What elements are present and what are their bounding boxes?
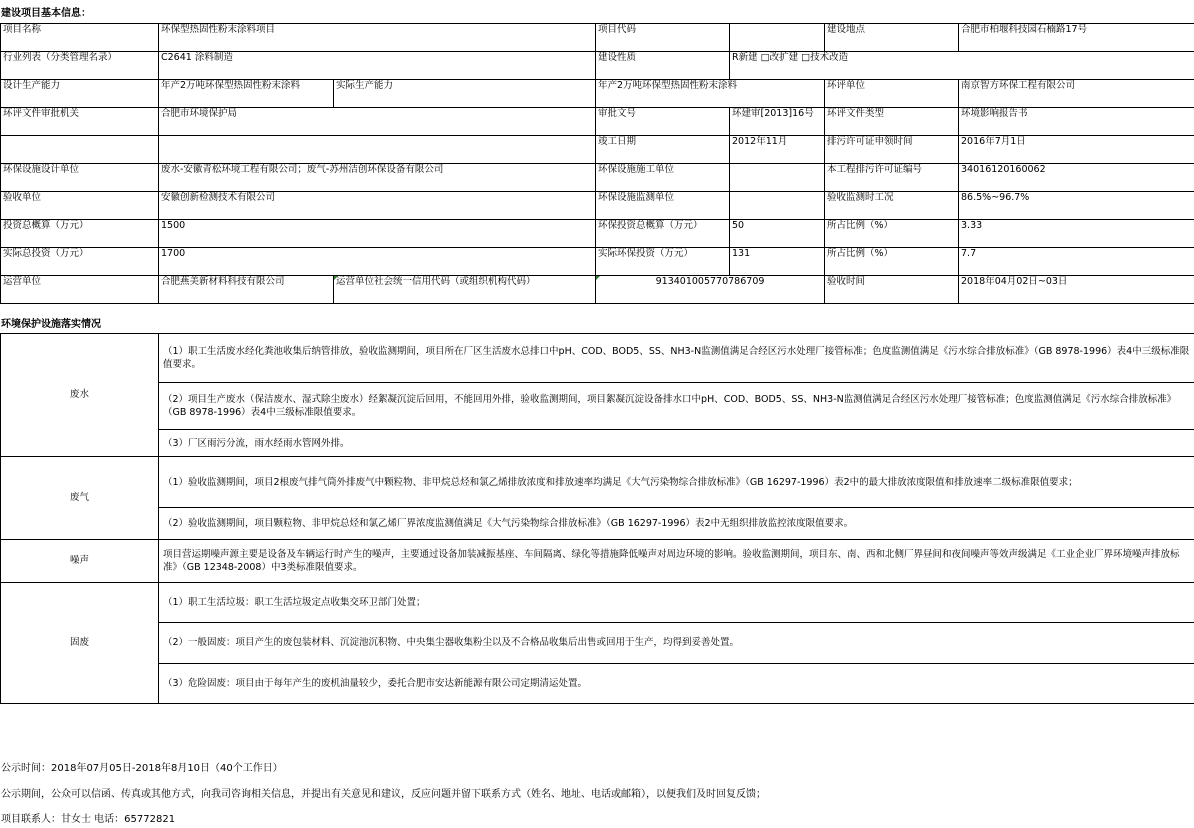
- wastewater-item-1: （1）职工生活废水经化粪池收集后纳管排放，验收监测期间，项目所在厂区生活废水总排口中pH、COD、BOD5、SS、NH3-N监测值满足合经区污水处理厂接管标准；色度监测值满足《污水综合排放标准》（GB 8978-1996）表4中三级标准限值要求。: [159, 334, 1194, 383]
- wastewater-item-3: （3）厂区雨污分流，雨水经雨水管网外排。: [163, 437, 350, 449]
- basic-info-cell: 环境影响报告书: [959, 108, 1194, 136]
- basic-info-cell: 合肥市环境保护局: [159, 108, 596, 136]
- basic-info-cell: 本工程排污许可证编号: [825, 164, 959, 192]
- basic-info-row: [1, 108, 1194, 136]
- exhaust-item-1: （1）验收监测期间，项目2根废气排气筒外排废气中颗粒物、非甲烷总烃和氯乙烯排放浓度和排放速率均满足《大气污染物综合排放标准》（GB 16297-1996）表2中的最大排放浓度限值和排放速率二级标准限值要求；: [159, 457, 1194, 508]
- basic-info-cell: 实际总投资（万元）: [1, 248, 159, 276]
- basic-info-cell: 86.5%~96.7%: [959, 192, 1194, 220]
- basic-info-cell: 投资总概算（万元）: [1, 220, 159, 248]
- solid-waste-label: 固废: [1, 583, 159, 704]
- basic-info-cell: 合肥市柏堰科技园石楠路17号: [959, 24, 1194, 52]
- basic-info-cell: 行业列表（分类管理名录）: [1, 52, 159, 80]
- basic-info-cell: 验收监测时工况: [825, 192, 959, 220]
- basic-info-cell: 设计生产能力: [1, 80, 159, 108]
- basic-info-table: [0, 23, 1194, 304]
- basic-info-cell: 运营单位社会统一信用代码（或组织机构代码）: [334, 276, 596, 304]
- basic-info-cell: 验收单位: [1, 192, 159, 220]
- basic-info-cell: C2641 涂料制造: [159, 52, 596, 80]
- basic-info-cell: 34016120160062: [959, 164, 1194, 192]
- wastewater-item-2: （2）项目生产废水（保洁废水、湿式除尘废水）经絮凝沉淀后回用，不能回用外排，验收监测期间，项目絮凝沉淀设备排水口中pH、COD、BOD5、SS、NH3-N监测值满足合经区污水处理厂接管标准；色度监测值满足《污水综合排放标准》（GB 8978-1996）表4中三级标准限值要求。: [159, 383, 1194, 430]
- noise-row: [1, 540, 1194, 583]
- basic-info-cell: 验收时间: [825, 276, 959, 304]
- basic-info-row: [1, 220, 1194, 248]
- wastewater-label: 废水: [1, 334, 159, 457]
- basic-info-cell: [730, 24, 825, 52]
- basic-info-row: [1, 276, 1194, 304]
- basic-info-cell: 环保投资总概算（万元）: [596, 220, 730, 248]
- basic-info-cell: 50: [730, 220, 825, 248]
- wastewater-row: [1, 334, 1194, 457]
- noise-label: 噪声: [1, 540, 159, 583]
- basic-info-cell: 环保设施设计单位: [1, 164, 159, 192]
- basic-info-cell: 建设地点: [825, 24, 959, 52]
- basic-info-row: [1, 136, 1194, 164]
- basic-info-row: [1, 52, 1194, 80]
- exhaust-item-2: （2）验收监测期间，项目颗粒物、非甲烷总烃和氯乙烯厂界浓度监测值满足《大气污染物综合排放标准》（GB 16297-1996）表2中无组织排放监控浓度限值要求。: [163, 518, 854, 529]
- basic-info-cell: 2012年11月: [730, 136, 825, 164]
- basic-info-cell: 合肥燕美新材料科技有限公司: [159, 276, 334, 304]
- basic-info-cell: 3.33: [959, 220, 1194, 248]
- basic-info-cell: 运营单位: [1, 276, 159, 304]
- basic-info-cell: [730, 192, 825, 220]
- basic-info-cell: 环评文件类型: [825, 108, 959, 136]
- solid-waste-item-2: （2）一般固废：项目产生的废包装材料、沉淀池沉积物、中央集尘器收集粉尘以及不合格品收集后出售或回用于生产，均得到妥善处置。: [159, 623, 1194, 663]
- basic-info-cell: R新建 □改扩建 □技术改造: [730, 52, 1194, 80]
- noise-text: 项目营运期噪声源主要是设备及车辆运行时产生的噪声，主要通过设备加装减振基座、车间隔离、绿化等措施降低噪声对周边环境的影响。验收监测期间，项目东、南、西和北侧厂界昼间和夜间噪声等效声级满足《工业企业厂界环境噪声排放标准》（GB 12348-2008）中3类标准限值要求。: [163, 549, 1180, 573]
- basic-info-row: [1, 192, 1194, 220]
- basic-info-cell: 环评单位: [825, 80, 959, 108]
- solid-waste-row: [1, 583, 1194, 704]
- basic-info-cell: 913401005770786709: [596, 276, 825, 304]
- solid-waste-item-3: （3）危险固废：项目由于每年产生的废机油量较少，委托合肥市安达新能源有限公司定期清运处置。: [163, 677, 588, 689]
- basic-info-cell: 实际生产能力: [334, 80, 596, 108]
- basic-info-cell: 竣工日期: [596, 136, 730, 164]
- basic-info-cell: 7.7: [959, 248, 1194, 276]
- env-protection-title: 环境保护设施落实情况: [1, 319, 101, 330]
- basic-info-cell: 1500: [159, 220, 596, 248]
- basic-info-cell: 安徽创新检测技术有限公司: [159, 192, 596, 220]
- publicity-notice: 公示期间，公众可以信函、传真或其他方式，向我司咨询相关信息，并提出有关意见和建议，反应问题并留下联系方式（姓名、地址、电话或邮箱），以便我们及时回复反馈；: [1, 789, 766, 800]
- basic-info-cell: [159, 136, 596, 164]
- basic-info-cell: 环保设施施工单位: [596, 164, 730, 192]
- basic-info-cell: 环评文件审批机关: [1, 108, 159, 136]
- basic-info-cell: 1700: [159, 248, 596, 276]
- basic-info-title: 建设项目基本信息：: [1, 8, 91, 19]
- basic-info-row: [1, 80, 1194, 108]
- basic-info-cell: 131: [730, 248, 825, 276]
- basic-info-cell: [1, 136, 159, 164]
- basic-info-cell: 废水-安徽青松环境工程有限公司；废气-苏州洁创环保设备有限公司: [159, 164, 596, 192]
- basic-info-cell: 2016年7月1日: [959, 136, 1194, 164]
- basic-info-cell: 建设性质: [596, 52, 730, 80]
- basic-info-cell: 南京智方环保工程有限公司: [959, 80, 1194, 108]
- basic-info-cell: 项目代码: [596, 24, 730, 52]
- basic-info-cell: 年产2万吨环保型热固性粉末涂料: [596, 80, 825, 108]
- basic-info-cell: 项目名称: [1, 24, 159, 52]
- exhaust-label: 废气: [1, 457, 159, 540]
- basic-info-cell: 所占比例（%）: [825, 220, 959, 248]
- basic-info-row: [1, 248, 1194, 276]
- publicity-period: 公示时间：2018年07月05日-2018年8月10日（40个工作日）: [1, 763, 283, 774]
- exhaust-row: [1, 457, 1194, 540]
- basic-info-cell: 审批文号: [596, 108, 730, 136]
- basic-info-cell: 所占比例（%）: [825, 248, 959, 276]
- basic-info-row: [1, 164, 1194, 192]
- basic-info-cell: [730, 164, 825, 192]
- basic-info-cell: 实际环保投资（万元）: [596, 248, 730, 276]
- basic-info-cell: 排污许可证申领时间: [825, 136, 959, 164]
- basic-info-row: [1, 24, 1194, 52]
- env-protection-table: [0, 333, 1194, 704]
- contact-info: 项目联系人：甘女士 电话：65772821: [1, 814, 176, 825]
- solid-waste-item-1: （1）职工生活垃圾：职工生活垃圾定点收集交环卫部门处置；: [159, 583, 1194, 623]
- basic-info-cell: 年产2万吨环保型热固性粉末涂料: [159, 80, 334, 108]
- basic-info-cell: 环保设施监测单位: [596, 192, 730, 220]
- basic-info-cell: 2018年04月02日~03日: [959, 276, 1194, 304]
- basic-info-cell: 环建审[2013]16号: [730, 108, 825, 136]
- basic-info-cell: 环保型热固性粉末涂料项目: [159, 24, 596, 52]
